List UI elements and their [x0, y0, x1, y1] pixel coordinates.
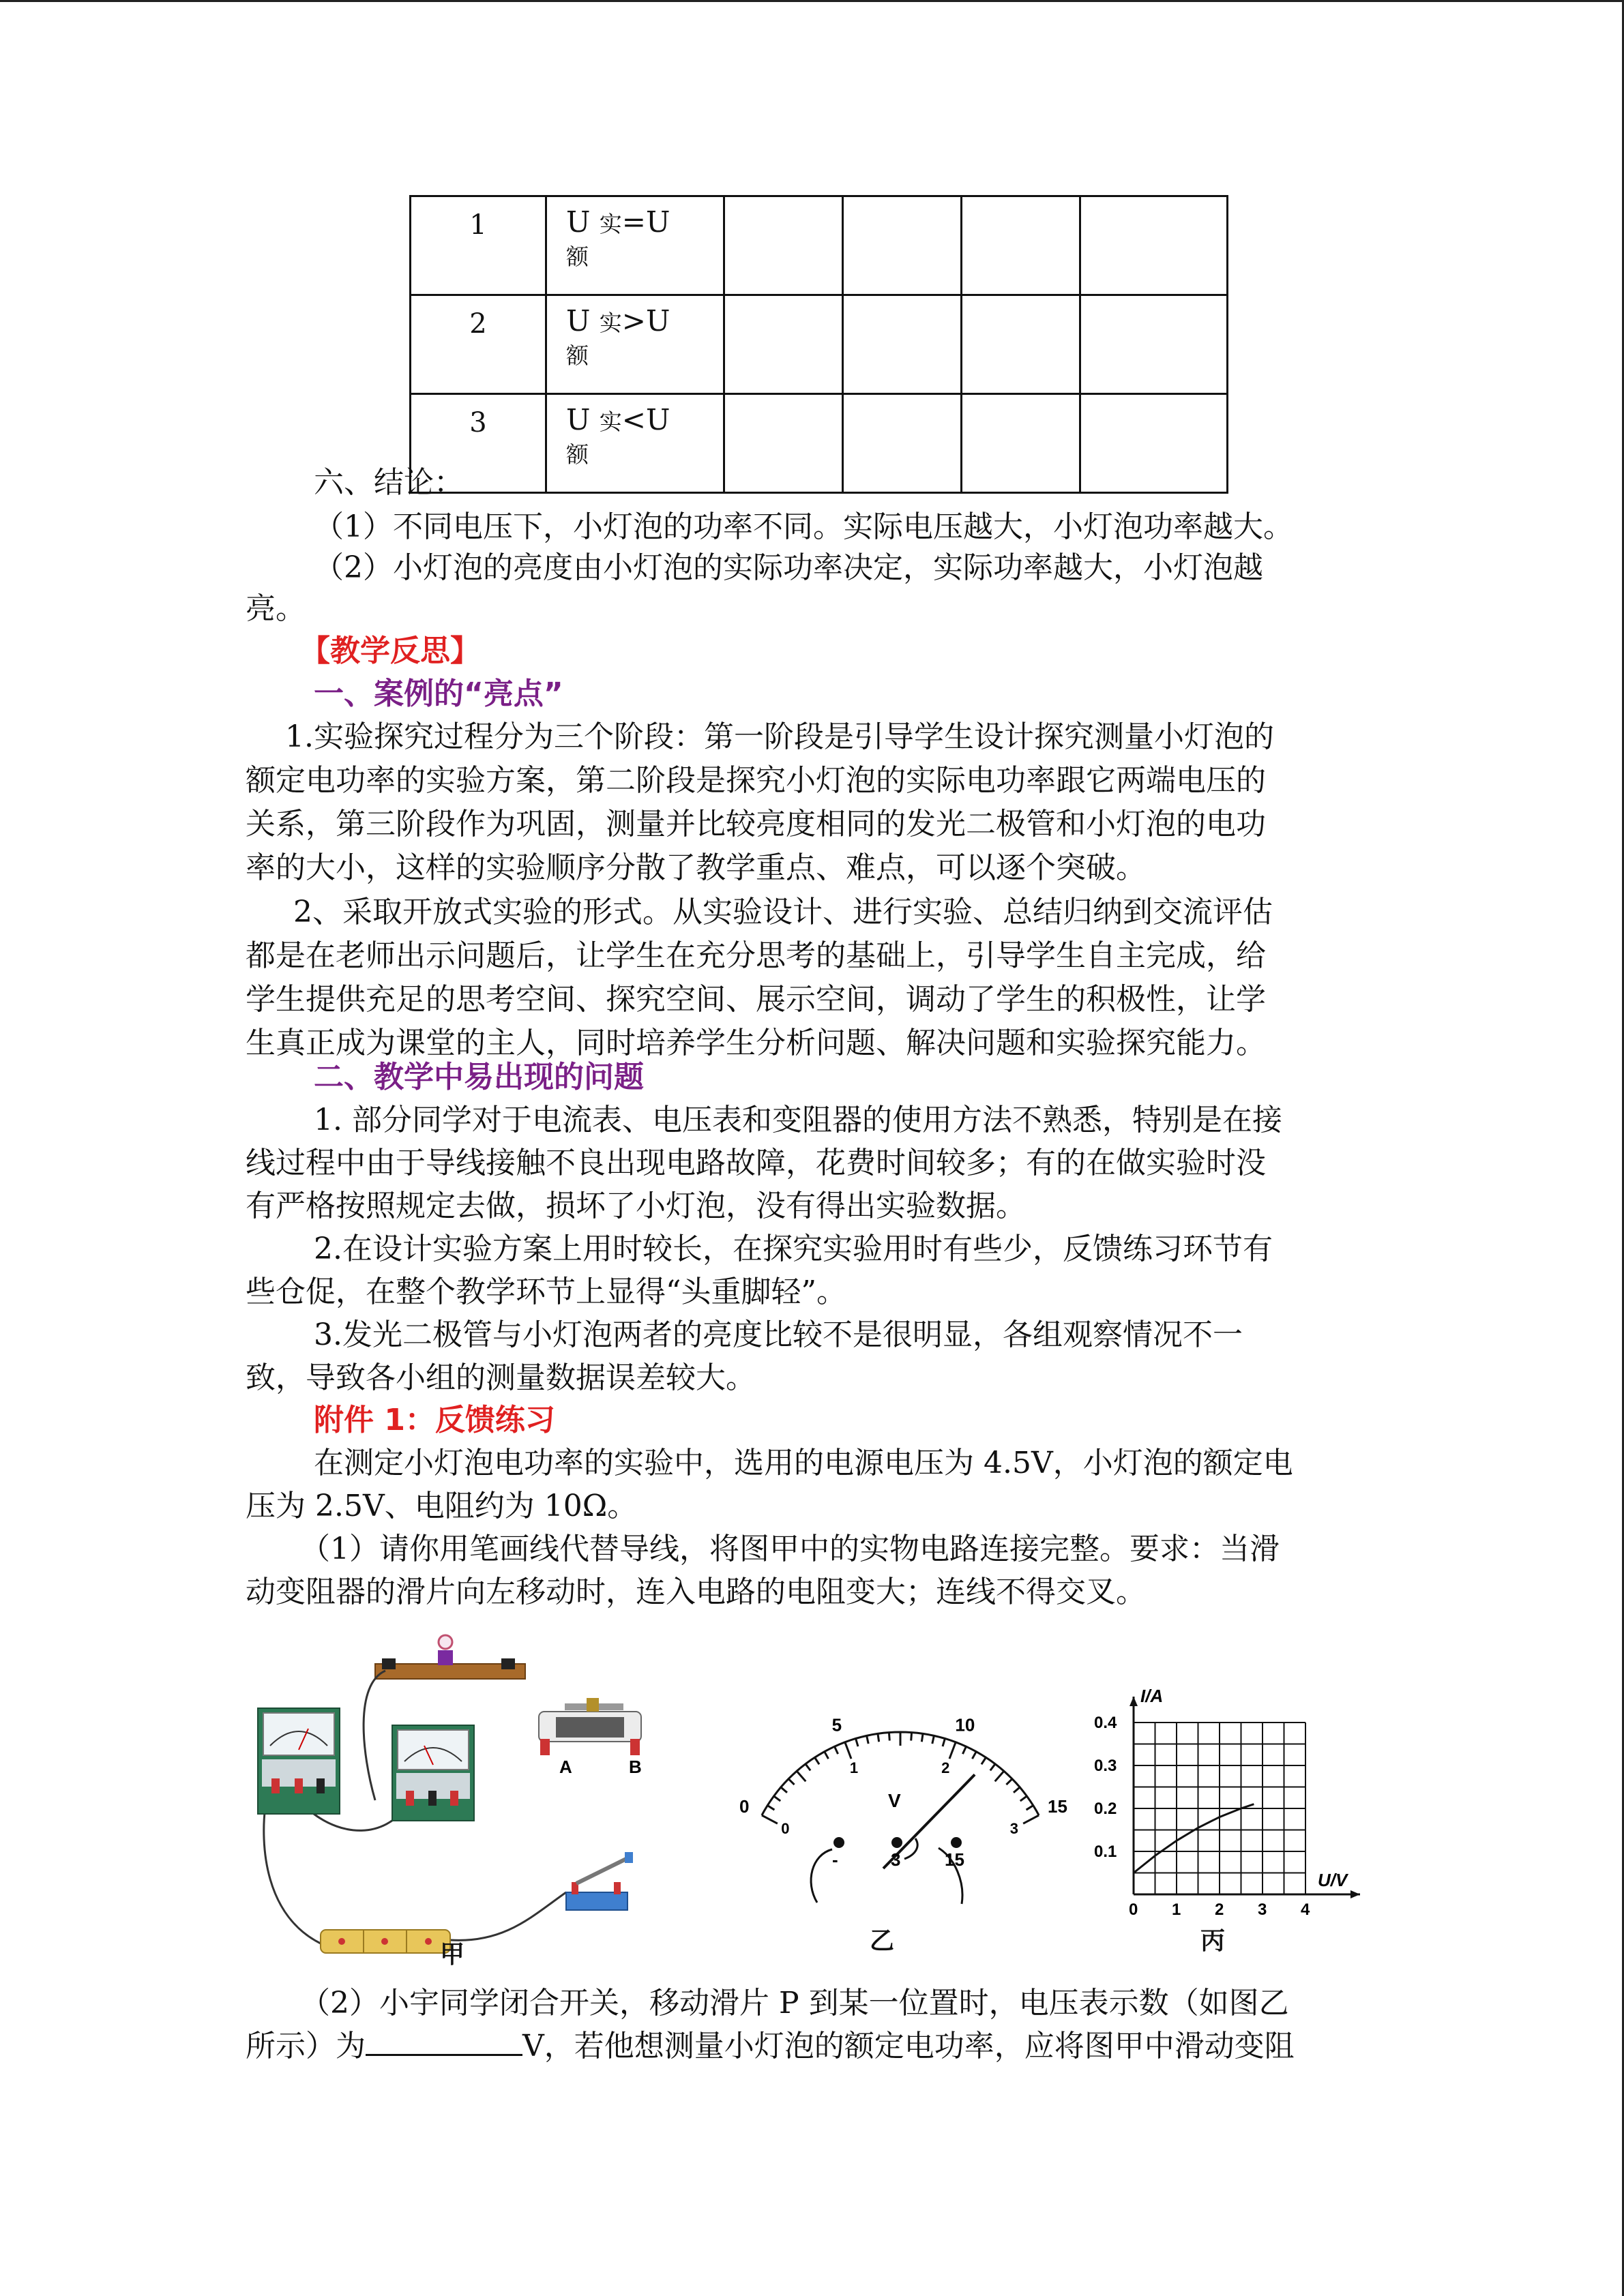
- paragraph-line: 1. 部分同学对于电流表、电压表和变阻器的使用方法不熟悉，特别是在接: [314, 1103, 1282, 1137]
- figure-jia-caption: 甲: [440, 1941, 465, 1969]
- table-row: [411, 295, 1228, 394]
- paragraph-line: 些仓促，在整个教学环节上显得“头重脚轻”。: [246, 1274, 846, 1309]
- section-2-heading: 二、教学中易出现的问题: [314, 1060, 644, 1094]
- y-axis-label: I/A: [1140, 1686, 1164, 1706]
- dial-tick: [797, 1771, 806, 1781]
- paragraph-line: 线过程中由于导线接触不良出现电路故障，花费时间较多；有的在做实验时没: [246, 1146, 1266, 1180]
- dial-tick: [845, 1742, 851, 1759]
- measurement-table: [409, 195, 1228, 494]
- paragraph-line: 在测定小灯泡电功率的实验中，选用的电源电压为 4.5V，小灯泡的额定电: [314, 1446, 1293, 1480]
- table-cell: [724, 394, 843, 493]
- y-tick-label: 0.2: [1094, 1800, 1117, 1818]
- dial-tick: [767, 1806, 774, 1810]
- answer-blank[interactable]: [366, 2027, 522, 2056]
- wire: [450, 1892, 566, 1940]
- conclusion-point-2: （2）小灯泡的亮度由小灯泡的实际功率决定，实际功率越大，小灯泡越: [314, 550, 1263, 585]
- y-tick-label: 0.3: [1094, 1757, 1117, 1775]
- dial-tick: [815, 1757, 820, 1764]
- row-index: 1: [411, 196, 546, 295]
- lead-wire: [811, 1849, 832, 1903]
- dial-tick: [878, 1733, 879, 1742]
- question-1-line: （1）请你用笔画线代替导线，将图甲中的实物电路连接完整。要求：当滑: [300, 1532, 1280, 1566]
- dial-tick: [856, 1739, 858, 1747]
- dial-tick: [1006, 1779, 1012, 1785]
- x-tick-label: 0: [1129, 1900, 1138, 1919]
- series-line: [1134, 1804, 1254, 1873]
- dial-inner-tick-label: 0: [781, 1819, 790, 1837]
- paragraph-line: 压为 2.5V、电阻约为 10Ω。: [246, 1489, 638, 1523]
- table-cell: [724, 295, 843, 394]
- paragraph-line: 2、采取开放式实验的形式。从实验设计、进行实验、总结归纳到交流评估: [293, 895, 1273, 929]
- terminal-15-label: 15: [945, 1849, 964, 1870]
- dial-tick: [949, 1742, 956, 1759]
- y-tick-label: 0.4: [1094, 1714, 1117, 1732]
- dial-tick: [943, 1739, 945, 1747]
- dial-outer-tick-label: 0: [739, 1795, 750, 1817]
- paragraph-line: 1.实验探究过程分为三个阶段：第一阶段是引导学生设计探究测量小灯泡的: [285, 719, 1274, 754]
- conclusion-point-1: （1）不同电压下，小灯泡的功率不同。实际电压越大，小灯泡功率越大。: [314, 509, 1293, 544]
- page-border-top: [0, 0, 1624, 2]
- dial-inner-tick-label: 1: [849, 1759, 859, 1777]
- dial-tick: [981, 1757, 986, 1764]
- terminal-3-label: 3: [891, 1849, 901, 1870]
- dial-tick: [1014, 1787, 1020, 1793]
- table-cell: [843, 196, 962, 295]
- terminal-15: [951, 1837, 962, 1848]
- table-cell: [1080, 295, 1228, 394]
- paragraph-line: 致，导致各小组的测量数据误差较大。: [246, 1360, 756, 1395]
- dial-tick: [774, 1796, 781, 1801]
- dial-tick: [962, 1746, 966, 1754]
- dial-unit: V: [888, 1790, 901, 1811]
- dial-tick: [788, 1779, 795, 1785]
- table-cell: [843, 295, 962, 394]
- dial-tick: [781, 1787, 787, 1793]
- figure-yi-caption: 乙: [870, 1927, 895, 1955]
- dial-tick: [835, 1746, 838, 1754]
- dial-tick: [806, 1764, 810, 1771]
- dial-tick: [825, 1752, 829, 1759]
- figure-yi-voltmeter: [737, 1664, 1067, 1909]
- paragraph-line: 生真正成为课堂的主人，同时培养学生分析问题、解决问题和实验探究能力。: [246, 1026, 1266, 1060]
- row-index: 3: [411, 394, 546, 493]
- dial-inner-tick-label: 2: [941, 1759, 950, 1777]
- paragraph-line: 额定电功率的实验方案，第二阶段是探究小灯泡的实际电功率跟它两端电压的: [246, 763, 1266, 798]
- table-cell: [962, 295, 1080, 394]
- paragraph-line: 3.发光二极管与小灯泡两者的亮度比较不是很明显，各组观察情况不一: [314, 1317, 1243, 1352]
- paragraph-line: 率的大小，这样的实验顺序分散了教学重点、难点，可以逐个突破。: [246, 850, 1146, 885]
- figure-bing-iu-graph: [1084, 1678, 1385, 1923]
- paragraph-line: 都是在老师出示问题后，让学生在充分思考的基础上，引导学生自主完成，给: [246, 938, 1266, 973]
- row-condition: U 实>U 额: [546, 295, 724, 394]
- x-axis-arrow: [1350, 1890, 1360, 1898]
- x-tick-label: 2: [1215, 1900, 1224, 1919]
- ammeter: [258, 1708, 340, 1814]
- dial-tick: [932, 1735, 934, 1744]
- reflection-heading: 【教学反思】: [300, 633, 480, 668]
- x-axis-label: U/V: [1318, 1870, 1348, 1890]
- x-tick-label: 4: [1301, 1900, 1310, 1919]
- battery-pack: [321, 1930, 450, 1953]
- x-tick-label: 1: [1172, 1900, 1181, 1919]
- dial-tick: [990, 1764, 995, 1771]
- dial-tick: [911, 1733, 912, 1741]
- dial-tick: [921, 1733, 923, 1742]
- dial-outer-tick-label: 5: [831, 1714, 842, 1735]
- bulb-socket: [438, 1650, 453, 1665]
- table-cell: [724, 196, 843, 295]
- question-1-line: 动变阻器的滑片向左移动时，连入电路的电阻变大；连线不得交叉。: [246, 1575, 1146, 1609]
- rheostat-label-b: B: [629, 1757, 642, 1777]
- dial-outer-tick-label: 10: [955, 1714, 975, 1735]
- dial-tick: [995, 1771, 1004, 1781]
- rheostat-label-a: A: [559, 1757, 572, 1777]
- board-terminal: [382, 1658, 396, 1669]
- table-cell: [962, 394, 1080, 493]
- question-2-line: 所示）为 V，若他想测量小灯泡的额定电功率，应将图甲中滑动变阻: [246, 2024, 1295, 2069]
- dial-tick: [762, 1815, 778, 1823]
- board-terminal: [501, 1658, 515, 1669]
- dial-tick: [1023, 1815, 1039, 1823]
- table-cell: [1080, 394, 1228, 493]
- dial-tick: [867, 1735, 869, 1744]
- dial-inner-tick-label: 3: [1009, 1819, 1019, 1837]
- voltmeter: [392, 1725, 474, 1821]
- dial-outer-tick-label: 15: [1048, 1795, 1067, 1817]
- figure-bing-caption: 丙: [1200, 1927, 1226, 1955]
- wire: [364, 1671, 385, 1800]
- x-tick-label: 3: [1258, 1900, 1267, 1919]
- dial-tick: [1020, 1796, 1027, 1801]
- y-axis-arrow: [1130, 1697, 1138, 1706]
- table-row: [411, 196, 1228, 295]
- bulb: [439, 1635, 452, 1649]
- table-cell: [1080, 196, 1228, 295]
- paragraph-line: 2.在设计实验方案上用时较长，在探究实验用时有些少，反馈练习环节有: [314, 1232, 1273, 1266]
- paragraph-line: 关系，第三阶段作为巩固，测量并比较亮度相同的发光二极管和小灯泡的电功: [246, 807, 1266, 841]
- appendix-heading: 附件 1：反馈练习: [314, 1403, 555, 1437]
- iu-chart: [1094, 1686, 1360, 1919]
- terminal-minus-label: -: [832, 1849, 838, 1870]
- row-condition: U 实=U 额: [546, 196, 724, 295]
- conclusion-point-2-cont: 亮。: [246, 591, 306, 626]
- terminal-minus: [833, 1837, 844, 1848]
- section-1-heading: 一、案例的“亮点”: [314, 676, 563, 711]
- switch: [566, 1852, 633, 1910]
- y-tick-label: 0.1: [1094, 1843, 1117, 1861]
- table-cell: [843, 394, 962, 493]
- figure-jia-circuit: [246, 1630, 709, 1984]
- table-cell: [962, 196, 1080, 295]
- wire: [264, 1800, 321, 1943]
- dial-tick: [1027, 1806, 1033, 1810]
- question-2-line: （2）小宇同学闭合开关，移动滑片 P 到某一位置时，电压表示数（如图乙: [300, 1986, 1289, 2021]
- conclusion-title: 六、结论：: [314, 465, 464, 500]
- dial-tick: [972, 1752, 976, 1759]
- paragraph-line: 有严格按照规定去做，损坏了小灯泡，没有得出实验数据。: [246, 1189, 1026, 1223]
- row-index: 2: [411, 295, 546, 394]
- rheostat: [539, 1698, 641, 1755]
- table-row: [411, 394, 1228, 493]
- row-condition: U 实<U 额: [546, 394, 724, 493]
- terminal-3: [891, 1837, 902, 1848]
- paragraph-line: 学生提供充足的思考空间、探究空间、展示空间，调动了学生的积极性，让学: [246, 982, 1266, 1017]
